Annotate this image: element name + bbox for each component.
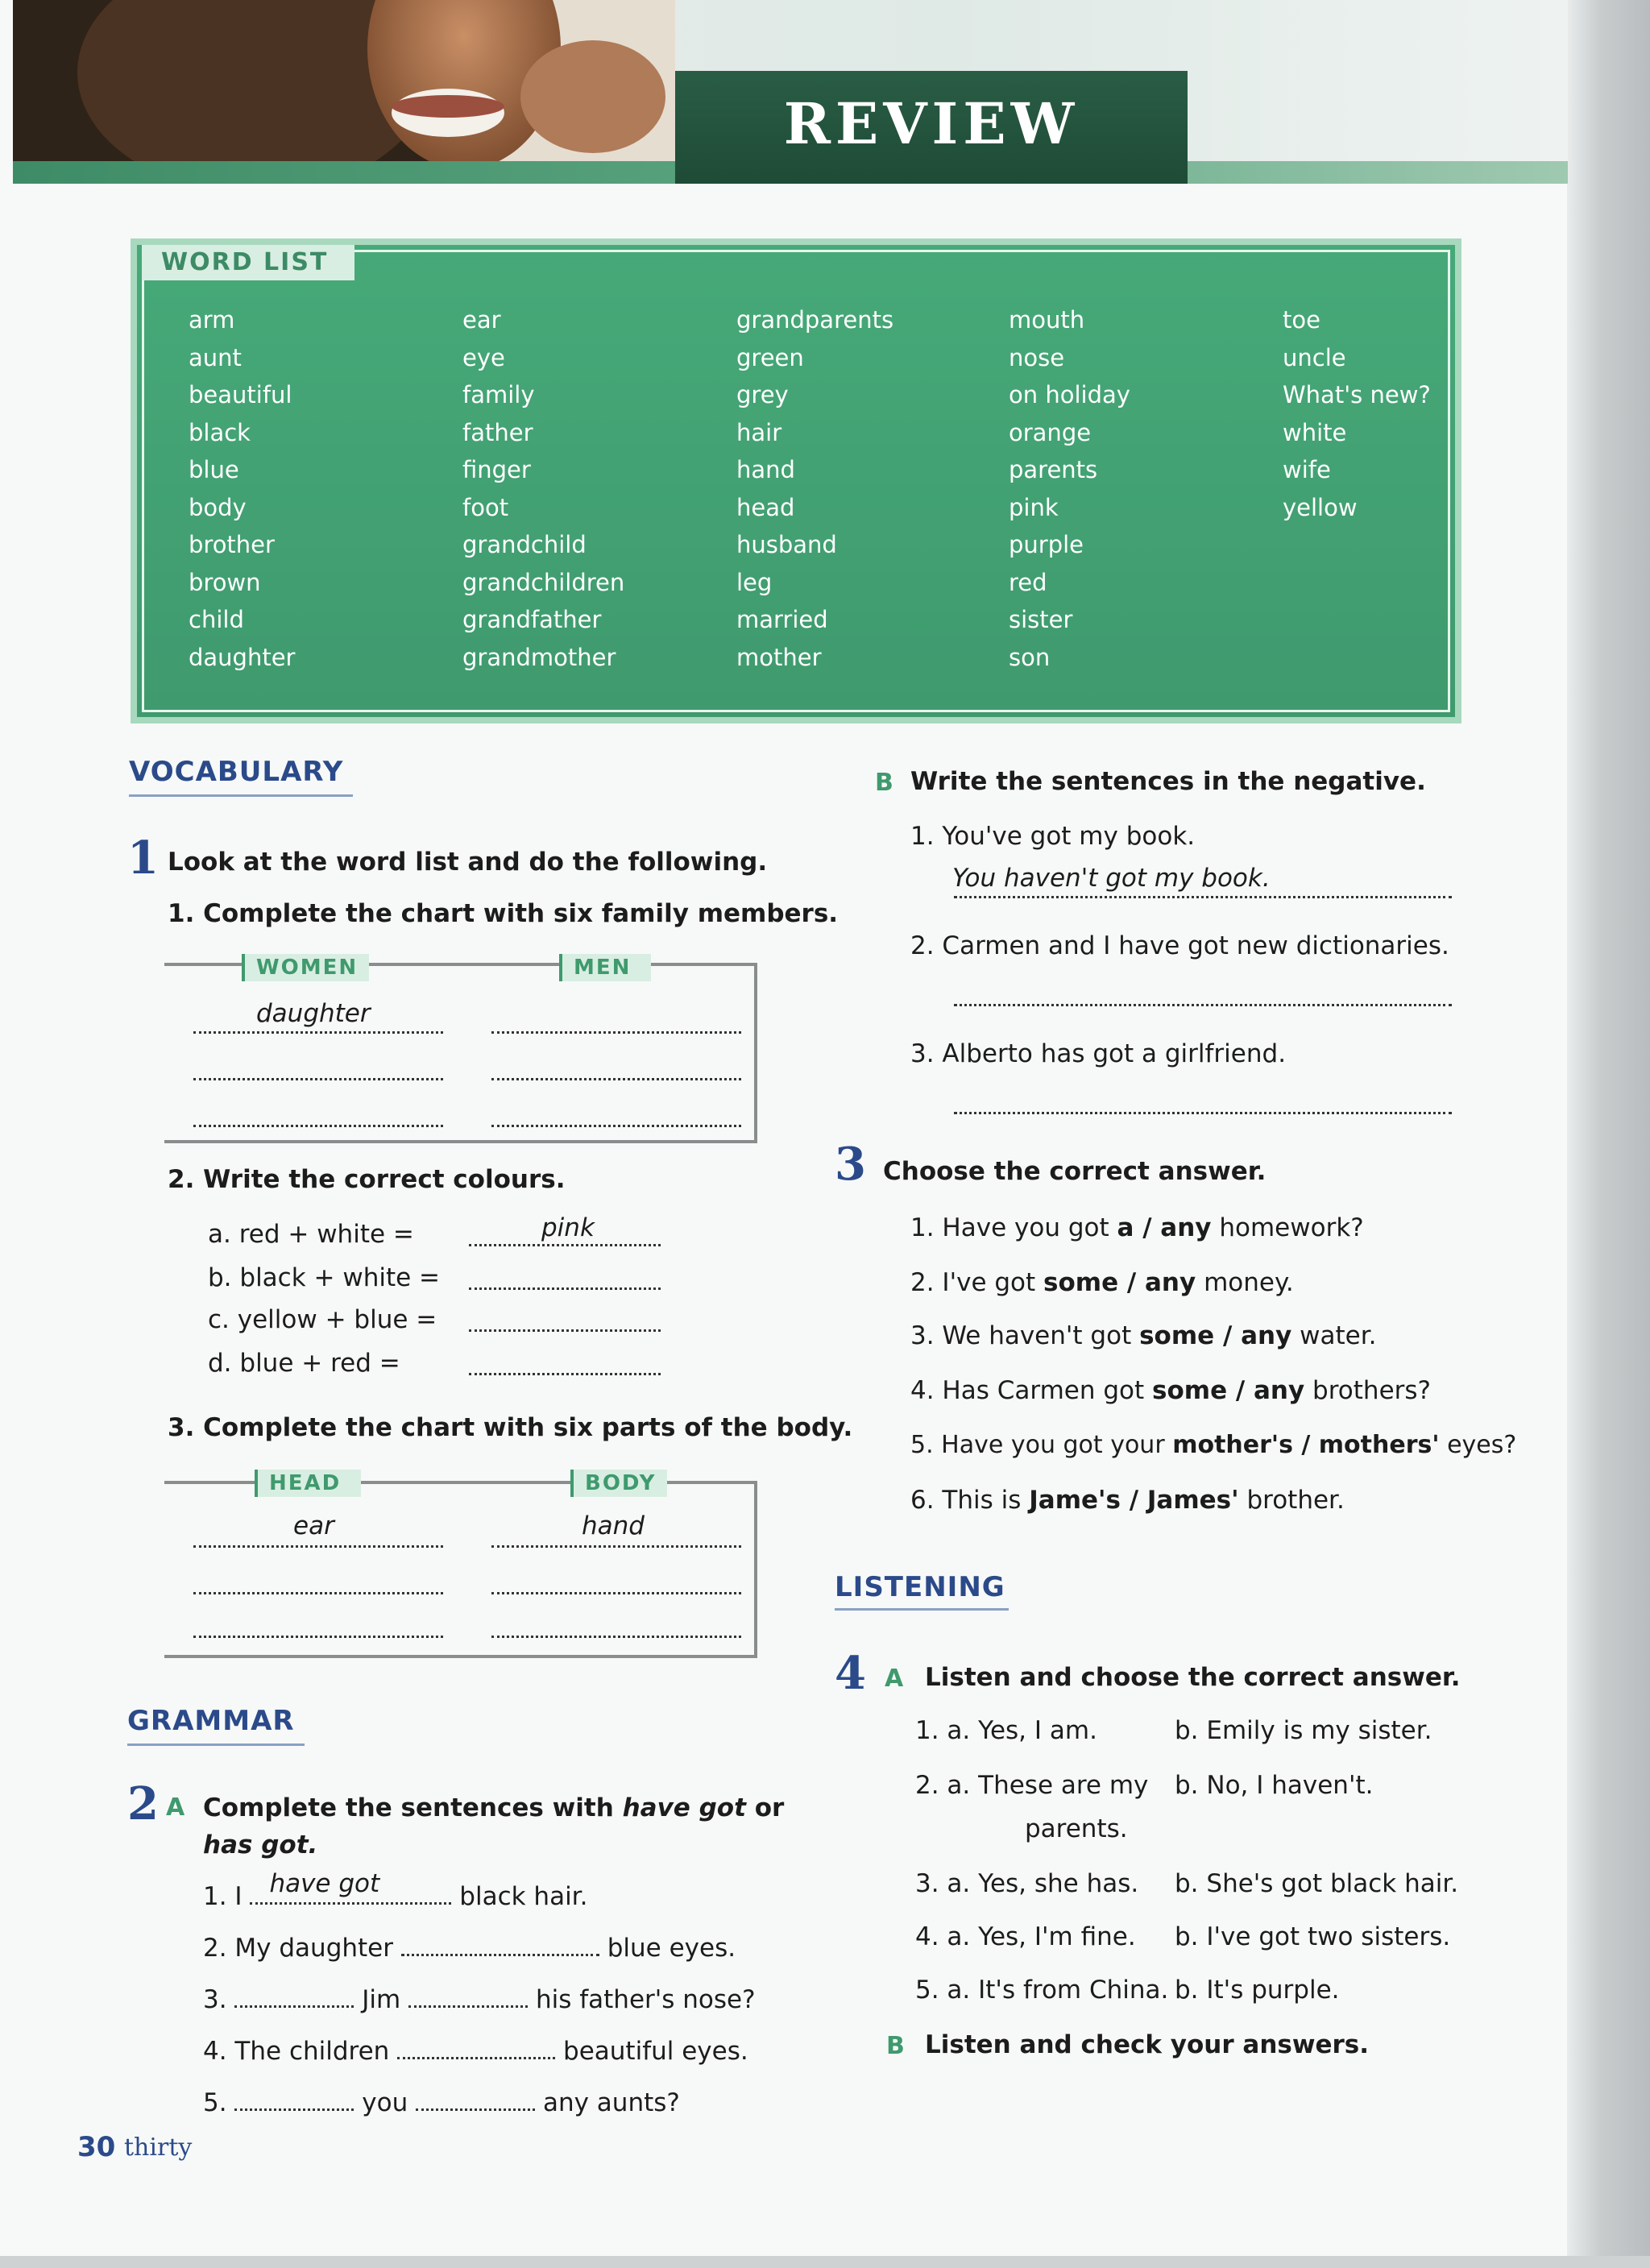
exercise-instruction: Listen and check your answers. xyxy=(925,2030,1370,2059)
exercise-instruction xyxy=(203,1793,784,1822)
exercise-instruction: Choose the correct answer. xyxy=(883,1157,1267,1186)
answer-blank[interactable] xyxy=(491,1636,741,1638)
word-item: sister xyxy=(1009,606,1073,633)
word-item: toe xyxy=(1283,306,1320,334)
page-number: 30 xyxy=(77,2131,116,2163)
heading-underline xyxy=(127,1743,305,1746)
subexercise-instruction: 2. Write the correct colours. xyxy=(168,1165,566,1194)
word-item: beautiful xyxy=(189,381,292,408)
page-number-word: thirty xyxy=(124,2133,193,2162)
body-parts-chart xyxy=(164,1481,757,1658)
answer-blank[interactable] xyxy=(491,1545,741,1548)
word-column-3 xyxy=(736,306,893,681)
subexercise-instruction: 3. Complete the chart with six parts of the body. xyxy=(168,1413,853,1442)
word-item: grandchild xyxy=(462,531,587,558)
sentence-text: you xyxy=(354,2088,417,2117)
answer-blank[interactable] xyxy=(234,2090,354,2111)
word-item: green xyxy=(736,343,804,371)
exercise-number: 1 xyxy=(127,831,159,885)
answer-option[interactable]: 3. a. Yes, she has. xyxy=(915,1869,1139,1898)
sentence-text: 4. The children xyxy=(203,2037,398,2066)
answer-option[interactable]: 4. a. Yes, I'm fine. xyxy=(915,1922,1136,1951)
chart-column-label: BODY xyxy=(585,1471,657,1495)
answer-blank[interactable] xyxy=(250,1869,451,1905)
choice-options[interactable]: mother's / mothers' xyxy=(1172,1431,1440,1459)
exercise-letter: B xyxy=(875,769,893,797)
answer-blank[interactable] xyxy=(193,1125,443,1127)
sentence-text: blue eyes. xyxy=(599,1934,736,1963)
choice-text: water. xyxy=(1291,1321,1377,1350)
exercise-instruction: Write the sentences in the negative. xyxy=(910,767,1426,796)
word-item: foot xyxy=(462,493,509,521)
word-item: grandmother xyxy=(462,643,616,671)
instruction-emphasis: have got xyxy=(622,1793,746,1822)
answer-blank[interactable] xyxy=(491,1592,741,1594)
sentence-item xyxy=(203,2088,680,2117)
heading-underline xyxy=(129,794,353,797)
smiling-woman-photo xyxy=(13,0,675,161)
family-members-chart xyxy=(164,963,757,1143)
word-item: married xyxy=(736,606,828,633)
word-item: grey xyxy=(736,381,789,408)
answer-blank[interactable] xyxy=(491,1125,741,1127)
word-item: brother xyxy=(189,531,275,558)
word-item: pink xyxy=(1009,493,1059,521)
word-column-1 xyxy=(189,306,295,681)
word-item: yellow xyxy=(1283,493,1358,521)
word-item: nose xyxy=(1009,343,1065,371)
exercise-letter: A xyxy=(885,1665,904,1693)
answer-blank[interactable] xyxy=(491,1078,741,1080)
answer-blank[interactable] xyxy=(193,1545,443,1548)
sentence-text: 3. xyxy=(203,1985,235,2014)
answer-blank[interactable] xyxy=(234,1987,354,2008)
answer-blank[interactable] xyxy=(401,1935,599,1956)
word-item: ear xyxy=(462,306,501,334)
word-column-5 xyxy=(1283,306,1431,531)
answer-blank[interactable] xyxy=(469,1244,661,1246)
colour-item: b. black + white = xyxy=(208,1263,441,1292)
choice-item xyxy=(910,1486,1345,1515)
answer-option[interactable]: b. She's got black hair. xyxy=(1175,1869,1459,1898)
word-item: brown xyxy=(189,568,261,596)
word-item: son xyxy=(1009,643,1051,671)
chart-column-tab xyxy=(570,1470,667,1497)
choice-text: eyes? xyxy=(1439,1431,1517,1459)
sentence-text: black hair. xyxy=(451,1882,588,1911)
choice-options[interactable]: some / any xyxy=(1152,1376,1305,1405)
choice-options[interactable]: a / any xyxy=(1117,1213,1212,1242)
answer-option[interactable]: 2. a. These are my xyxy=(915,1771,1149,1800)
word-item: grandchildren xyxy=(462,568,625,596)
chart-column-tab xyxy=(255,1470,361,1497)
answer-blank[interactable] xyxy=(416,2090,535,2111)
choice-text: money. xyxy=(1196,1268,1294,1297)
exercise-instruction-cont xyxy=(203,1831,317,1860)
choice-text: 4. Has Carmen got xyxy=(910,1376,1153,1405)
word-item: child xyxy=(189,606,244,633)
choice-text: 2. I've got xyxy=(910,1268,1044,1297)
choice-text: 1. Have you got xyxy=(910,1213,1117,1242)
word-item: orange xyxy=(1009,418,1092,446)
choice-item xyxy=(910,1213,1364,1242)
sentence-text: 1. I xyxy=(203,1882,251,1911)
word-item: wife xyxy=(1283,456,1331,483)
sentence-text: 2. My daughter xyxy=(203,1934,401,1963)
answer-blank[interactable] xyxy=(193,1031,443,1034)
answer-option[interactable]: b. No, I haven't. xyxy=(1175,1771,1374,1800)
book-spine-shadow xyxy=(1567,0,1650,2268)
exercise-number: 2 xyxy=(127,1777,159,1831)
exercise-instruction: Listen and choose the correct answer. xyxy=(925,1663,1461,1692)
answer-blank[interactable] xyxy=(397,2038,555,2059)
instruction-emphasis: has got. xyxy=(203,1831,318,1860)
choice-item xyxy=(910,1376,1431,1405)
grammar-heading: GRAMMAR xyxy=(127,1705,295,1737)
sentence-item xyxy=(203,2037,748,2066)
word-item: body xyxy=(189,493,247,521)
choice-item xyxy=(910,1321,1376,1350)
choice-item xyxy=(910,1431,1516,1459)
answer-option[interactable]: b. I've got two sisters. xyxy=(1175,1922,1451,1951)
word-item: arm xyxy=(189,306,235,334)
choice-text: 3. We haven't got xyxy=(910,1321,1140,1350)
answer-blank[interactable] xyxy=(469,1287,661,1290)
choice-text: brother. xyxy=(1238,1486,1345,1515)
sentence-text: any aunts? xyxy=(535,2088,680,2117)
sentence-text: his father's nose? xyxy=(528,1985,756,2014)
word-item: white xyxy=(1283,418,1347,446)
word-item: red xyxy=(1009,568,1047,596)
answer-blank[interactable] xyxy=(491,1031,741,1034)
choice-options[interactable]: some / any xyxy=(1043,1268,1196,1297)
chart-column-tab xyxy=(242,954,369,981)
answer-blank[interactable] xyxy=(193,1078,443,1080)
word-item: on holiday xyxy=(1009,381,1130,408)
handwritten-answer: ear xyxy=(293,1511,334,1540)
word-item: uncle xyxy=(1283,343,1346,371)
word-item: finger xyxy=(462,456,531,483)
sentence-text: beautiful eyes. xyxy=(555,2037,748,2066)
word-item: head xyxy=(736,493,795,521)
answer-blank[interactable] xyxy=(954,896,1452,898)
choice-text: homework? xyxy=(1211,1213,1364,1242)
answer-blank[interactable] xyxy=(469,1329,661,1332)
word-item: purple xyxy=(1009,531,1084,558)
sentence-item: 2. Carmen and I have got new dictionaries. xyxy=(910,931,1449,960)
answer-blank[interactable] xyxy=(193,1636,443,1638)
chart-column-tab xyxy=(559,954,651,981)
exercise-instruction: Look at the word list and do the following. xyxy=(168,848,768,877)
instruction-text: or xyxy=(754,1793,785,1822)
header-photo xyxy=(13,0,675,161)
answer-blank[interactable] xyxy=(469,1373,661,1375)
chart-column-label: HEAD xyxy=(269,1471,342,1495)
answer-blank[interactable] xyxy=(954,1112,1452,1114)
word-item: leg xyxy=(736,568,773,596)
word-item: father xyxy=(462,418,533,446)
instruction-text: Complete the sentences with xyxy=(203,1793,614,1822)
word-item: mouth xyxy=(1009,306,1085,334)
page-bottom-edge xyxy=(0,2256,1650,2268)
sentence-text: Jim xyxy=(354,1985,409,2014)
word-item: hair xyxy=(736,418,782,446)
choice-item xyxy=(910,1268,1294,1297)
word-item: grandparents xyxy=(736,306,894,334)
vocabulary-heading: VOCABULARY xyxy=(129,756,344,788)
handwritten-answer: daughter xyxy=(256,999,371,1028)
colour-item: a. red + white = xyxy=(208,1220,414,1249)
exercise-number: 3 xyxy=(835,1138,866,1191)
word-column-4 xyxy=(1009,306,1130,681)
word-item: eye xyxy=(462,343,505,371)
answer-option-cont: parents. xyxy=(1025,1814,1128,1843)
handwritten-answer: hand xyxy=(582,1511,645,1540)
word-item: grandfather xyxy=(462,606,602,633)
answer-option[interactable]: 1. a. Yes, I am. xyxy=(915,1716,1097,1745)
handwritten-answer: You haven't got my book. xyxy=(952,864,1271,893)
word-item: hand xyxy=(736,456,795,483)
answer-blank[interactable] xyxy=(954,1004,1452,1006)
word-item: husband xyxy=(736,531,837,558)
heading-underline xyxy=(835,1608,1009,1611)
answer-option[interactable]: b. Emily is my sister. xyxy=(1175,1716,1432,1745)
handwritten-answer: pink xyxy=(541,1213,595,1242)
choice-text: brothers? xyxy=(1304,1376,1431,1405)
word-item: daughter xyxy=(189,643,296,671)
choice-options[interactable]: some / any xyxy=(1139,1321,1292,1350)
exercise-letter: B xyxy=(886,2032,905,2060)
word-item: black xyxy=(189,418,251,446)
word-list-label: WORD LIST xyxy=(161,248,329,276)
sentence-item: 1. You've got my book. xyxy=(910,822,1196,851)
exercise-letter: A xyxy=(166,1793,185,1822)
sentence-item xyxy=(203,1869,588,1911)
colour-item: d. blue + red = xyxy=(208,1349,400,1378)
sentence-item xyxy=(203,1934,736,1963)
word-item: What's new? xyxy=(1283,381,1431,408)
listening-heading: LISTENING xyxy=(835,1571,1005,1603)
answer-option[interactable]: 5. a. It's from China. xyxy=(915,1976,1169,2005)
choice-text: 5. Have you got your xyxy=(910,1431,1173,1459)
exercise-number: 4 xyxy=(835,1647,866,1700)
sentence-item: 3. Alberto has got a girlfriend. xyxy=(910,1039,1287,1068)
sentence-item xyxy=(203,1985,756,2014)
handwritten-answer: have got xyxy=(269,1869,380,1898)
word-item: aunt xyxy=(189,343,242,371)
subexercise-instruction: 1. Complete the chart with six family members. xyxy=(168,899,839,928)
word-item: family xyxy=(462,381,535,408)
colour-item: c. yellow + blue = xyxy=(208,1305,437,1334)
chart-column-label: WOMEN xyxy=(256,956,359,980)
chart-column-label: MEN xyxy=(574,956,632,980)
word-item: blue xyxy=(189,456,239,483)
choice-text: 6. This is xyxy=(910,1486,1030,1515)
choice-options[interactable]: Jame's / James' xyxy=(1029,1486,1239,1515)
word-column-2 xyxy=(462,306,624,681)
answer-blank[interactable] xyxy=(193,1592,443,1594)
word-item: mother xyxy=(736,643,822,671)
page-title: REVIEW xyxy=(783,90,1080,157)
sentence-text: 5. xyxy=(203,2088,235,2117)
answer-option[interactable]: b. It's purple. xyxy=(1175,1976,1340,2005)
answer-blank[interactable] xyxy=(408,1987,528,2008)
word-item: parents xyxy=(1009,456,1098,483)
